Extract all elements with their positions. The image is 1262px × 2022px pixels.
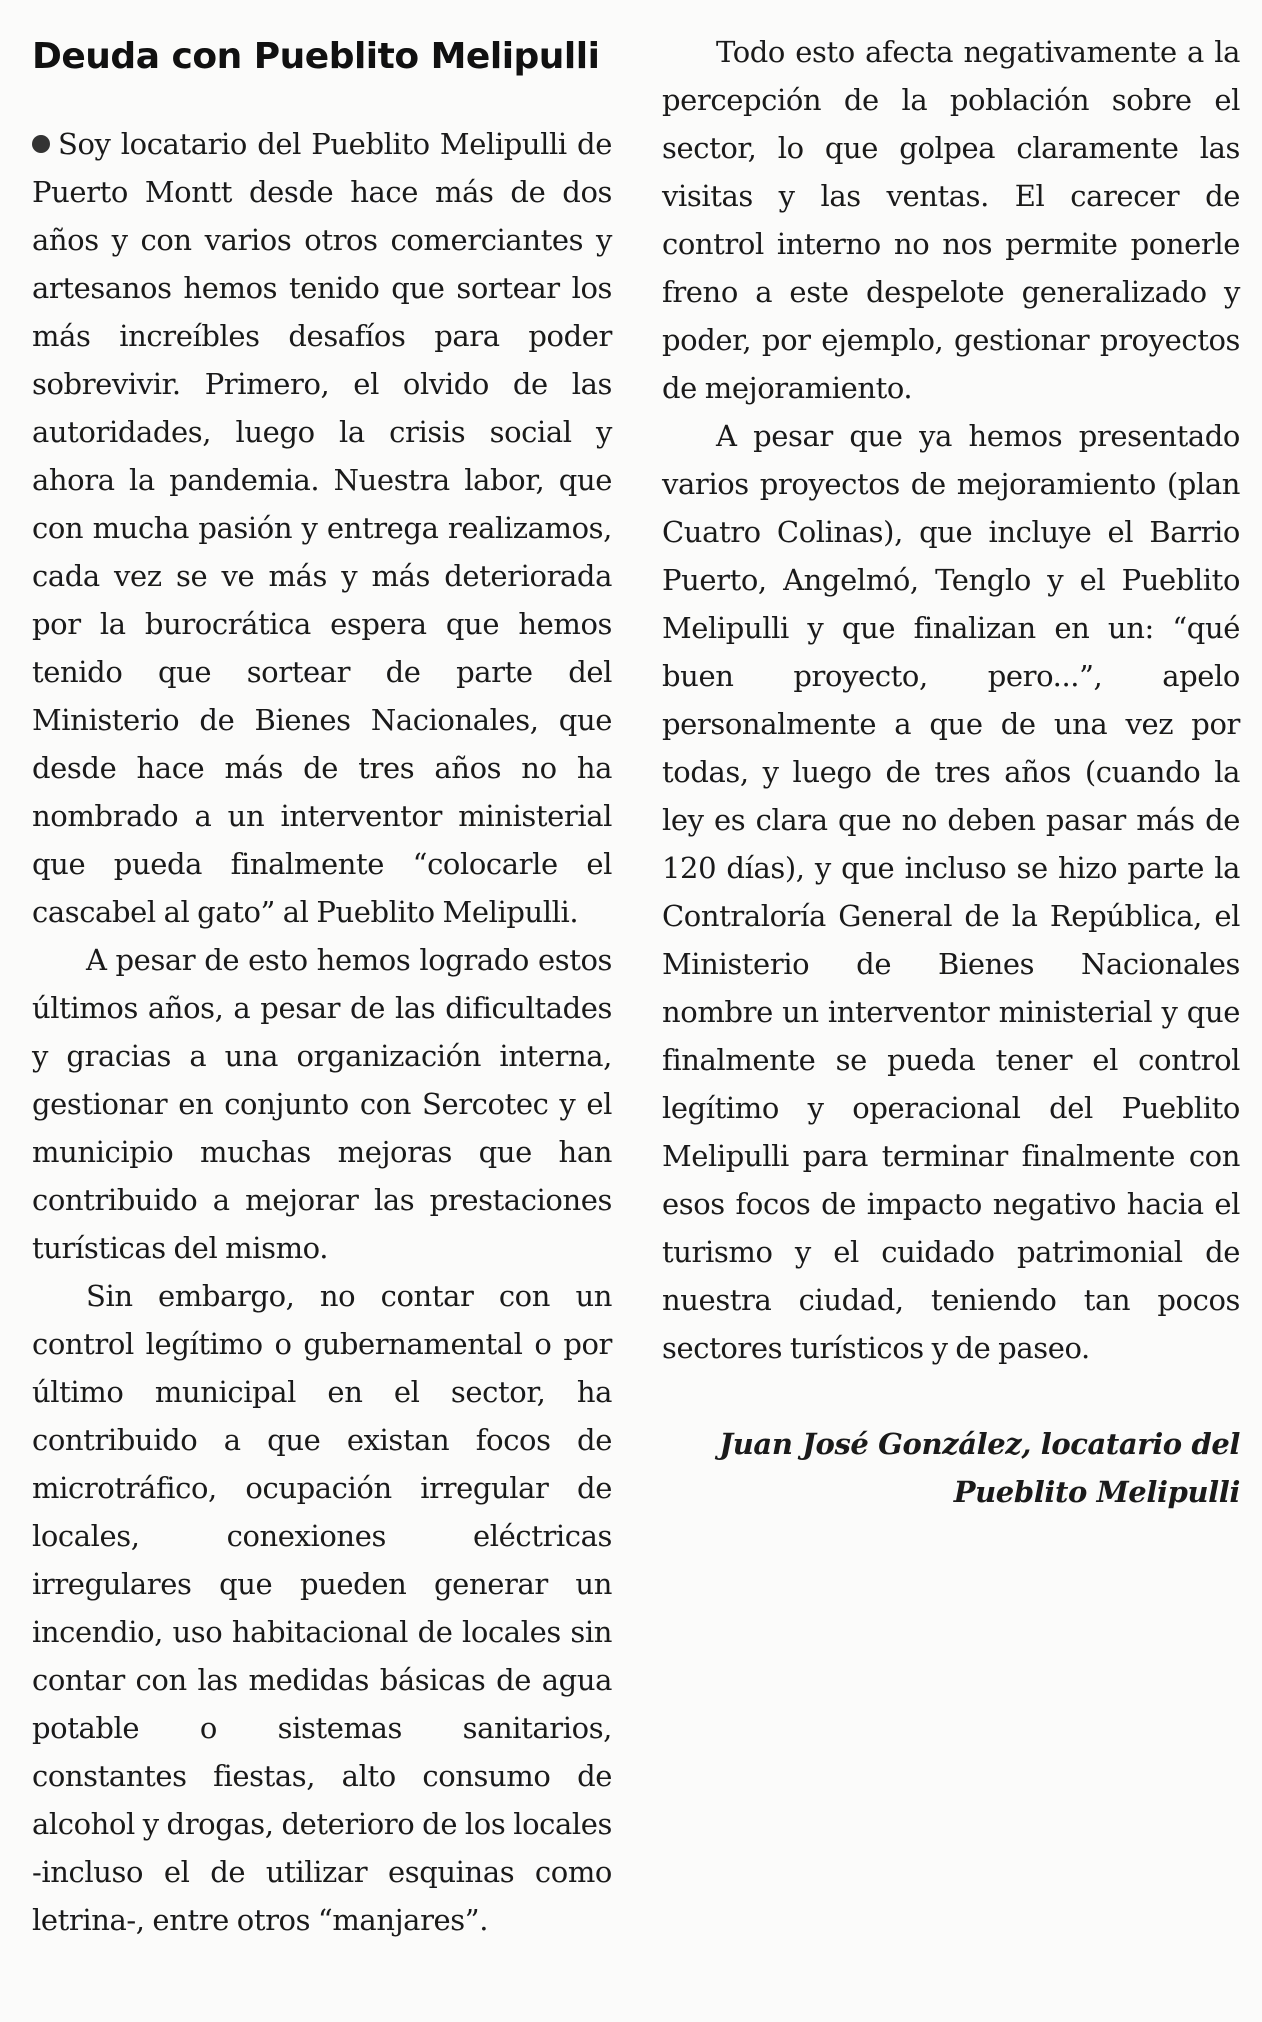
right-column bbox=[662, 28, 1240, 1516]
paragraph-4: Todo esto afecta negativamente a la percepción de la población sobre el sector, lo que golpea claramente las visitas y las ventas. El carecer de control interno no nos permite ponerle freno a este despelote generalizado y poder, por ejemplo, gestionar proyectos de mejoramiento. bbox=[662, 35, 1240, 405]
paragraph-1 bbox=[32, 120, 612, 936]
paragraph-5: A pesar que ya hemos presentado varios proyectos de mejoramiento (plan Cuatro Colinas), que incluye el Barrio Puerto, Angelmó, Tenglo y el Pueblito Melipulli y que finalizan en un: “qué buen proyecto, pero...”, apelo personalmente a que de una vez por todas, y luego de tres años (cuando la ley es clara que no deben pasar más de 120 días), y que incluso se hizo parte la Contraloría General de la República, el Ministerio de Bienes Nacionales nombre un interventor ministerial y que finalmente se pueda tener el control legítimo y operacional del Pueblito Melipulli para terminar finalmente con esos focos de impacto negativo hacia el turismo y el cuidado patrimonial de nuestra ciudad, teniendo tan pocos sectores turísticos y de paseo. bbox=[662, 419, 1240, 1365]
left-column bbox=[32, 28, 612, 1944]
paragraph-1-text: Soy locatario del Pueblito Melipulli de Puerto Montt desde hace más de dos años y con varios otros comerciantes y artesanos hemos tenido que sortear los más increíbles desafíos para poder sobrevivir. Primero, el olvido de las autoridades, luego la crisis social y ahora la pandemia. Nuestra labor, que con mucha pasión y entrega realizamos, cada vez se ve más y más deteriorada por la burocrática espera que hemos tenido que sortear de parte del Ministerio de Bienes Nacionales, que desde hace más de tres años no ha nombrado a un interventor ministerial que pueda finalmente “colocarle el cascabel al gato” al Pueblito Melipulli. bbox=[32, 127, 612, 929]
bullet-icon bbox=[32, 135, 50, 153]
signature-line-1: Juan José González, locatario del bbox=[719, 1427, 1240, 1461]
signature-line-2: Pueblito Melipulli bbox=[953, 1475, 1240, 1509]
signature bbox=[662, 1420, 1240, 1516]
paragraph-2: A pesar de esto hemos logrado estos últimos años, a pesar de las dificultades y gracias a una organización interna, gestionar en conjunto con Sercotec y el municipio muchas mejoras que han contribuido a mejorar las prestaciones turísticas del mismo. bbox=[32, 943, 612, 1265]
paragraph-3: Sin embargo, no contar con un control legítimo o gubernamental o por último municipal en el sector, ha contribuido a que existan focos de microtráfico, ocupación irregular de locales, conexiones eléctricas irregulares que pueden generar un incendio, uso habitacional de locales sin contar con las medidas básicas de agua potable o sistemas sanitarios, constantes fiestas, alto consumo de alcohol y drogas, deterioro de los locales -incluso el de utilizar esquinas como letrina-, entre otros “manjares”. bbox=[32, 1279, 612, 1937]
headline: Deuda con Pueblito Melipulli bbox=[32, 36, 600, 77]
